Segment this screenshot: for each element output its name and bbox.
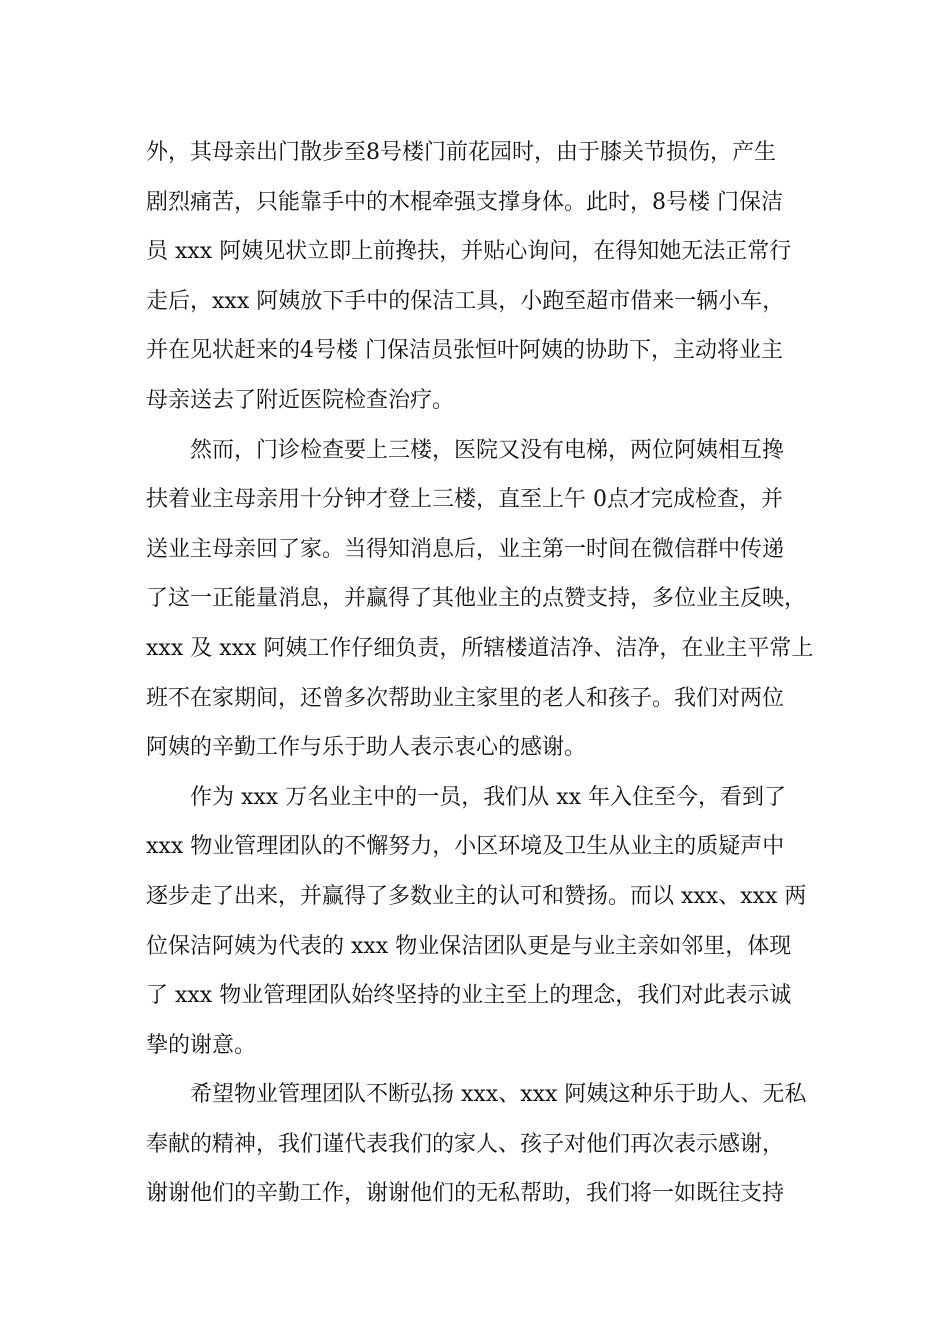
text-line: xxx 及 xxx 阿姨工作仔细负责，所辖楼道洁净、洁净，在业主平常上 [146,635,814,661]
text-line: 了这一正能量消息，并赢得了其他业主的点赞支持，多位业主反映， [146,586,807,612]
text-line: 位保洁阿姨为代表的 xxx 物业保洁团队更是与业主亲如邻里，体现 [146,933,792,959]
text-line: 逐步走了出来，并赢得了多数业主的认可和赞扬。而以 xxx、xxx 两 [146,883,807,909]
text-line: 员 xxx 阿姨见状立即上前搀扶，并贴心询问，在得知她无法正常行 [146,239,792,265]
text-line: 谢谢他们的辛勤工作，谢谢他们的无私帮助，我们将一如既往支持 [146,1181,785,1207]
document-body [146,128,826,1219]
text-line: 剧烈痛苦，只能靠手中的木棍牵强支撑身体。此时，8号楼 门保洁 [146,189,783,215]
text-line: xxx 物业管理团队的不懈努力，小区环境及卫生从业主的质疑声中 [146,834,785,860]
text-line: 了 xxx 物业管理团队始终坚持的业主至上的理念，我们对此表示诚 [146,983,792,1009]
text-line: 走后，xxx 阿姨放下手中的保洁工具，小跑至超市借来一辆小车， [146,288,785,314]
text-line: 母亲送去了附近医院检查治疗。 [146,387,455,413]
text-line: 班不在家期间，还曾多次帮助业主家里的老人和孩子。我们对两位 [146,685,785,711]
text-line: 阿姨的辛勤工作与乐于助人表示衷心的感谢。 [146,735,587,761]
text-line: 并在见状赶来的4号楼 门保洁员张恒叶阿姨的协助下，主动将业主 [146,338,783,364]
text-line: 外，其母亲出门散步至8号楼门前花园时，由于膝关节损伤，产生 [146,140,776,165]
text-line: 挚的谢意。 [146,1032,257,1058]
paragraph-first-line: 作为 xxx 万名业主中的一员，我们从 xx 年入住至今，看到了 [190,784,787,810]
paragraph-first-line: 然而，门诊检查要上三楼，医院又没有电梯，两位阿姨相互搀 [190,437,785,463]
text-line: 送业主母亲回了家。当得知消息后，业主第一时间在微信群中传递 [146,536,785,562]
paragraph-first-line: 希望物业管理团队不断弘扬 xxx、xxx 阿姨这种乐于助人、无私 [190,1082,807,1108]
text-line: 奉献的精神，我们谨代表我们的家人、孩子对他们再次表示感谢， [146,1131,785,1157]
text-line: 扶着业主母亲用十分钟才登上三楼，直至上午 0点才完成检查，并 [146,487,783,513]
